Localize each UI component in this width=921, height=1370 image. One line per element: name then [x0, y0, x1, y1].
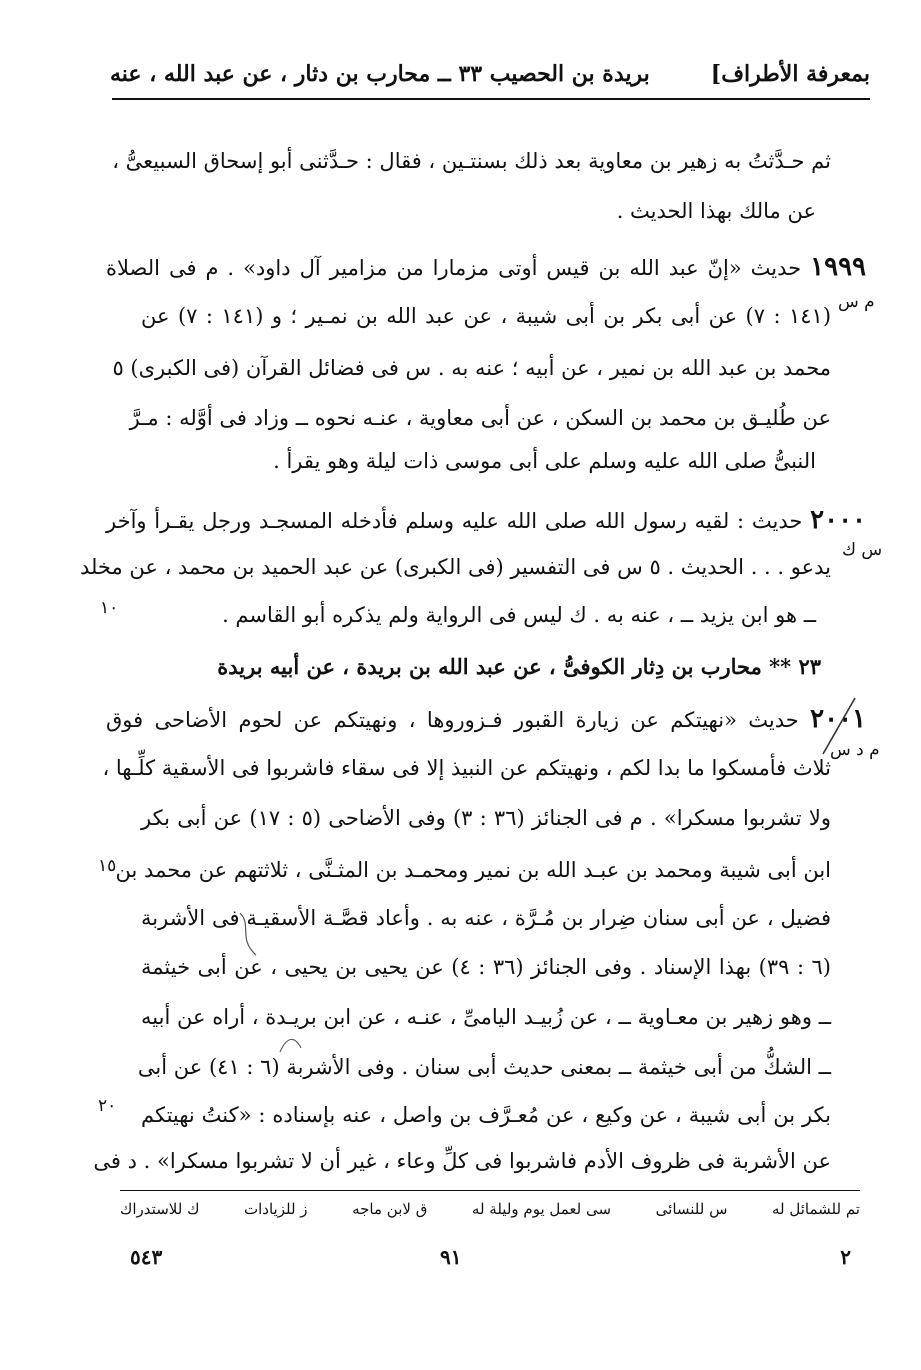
footer-rule	[120, 1190, 860, 1191]
legend-item: تم للشمائل له	[771, 1200, 860, 1218]
margin-sigla-2000: س ك	[842, 540, 883, 560]
text-line-7: النبىُّ صلى الله عليه وسلم على أبى موسى ذات ليلة وهو يقرأ .	[273, 449, 816, 473]
text-line-9: يدعو . . . الحديث . ٥ س فى التفسير (فى الكبرى) عن عبد الحميد بن محمد ، عن مخلد	[79, 555, 831, 579]
text-line-5: محمد بن عبد الله بن نمير ، عن أبيه ؛ عنه به . س فى فضائل القرآن (فى الكبرى) ٥	[112, 356, 831, 380]
handwritten-slash-mark	[815, 692, 865, 762]
handwritten-annotation-mark	[230, 905, 270, 965]
line-number-15: ١٥	[98, 856, 117, 876]
legend-item: س للنسائى	[655, 1200, 728, 1218]
text-line-14: ولا تشربوا مسكرا» . م فى الجنائز (٣٦ : ٣) وفى الأضاحى (٥ : ١٧) عن أبى بكر	[141, 806, 831, 830]
section-heading: ٢٣ ** محارب بن دِثار الكوفىُّ ، عن عبد الله بن بريدة ، عن أبيه بريدة	[217, 654, 821, 679]
legend-item: ك للاستدراك	[120, 1200, 200, 1218]
line-number-20: ٢٠	[98, 1096, 117, 1116]
text-line-18: ــ وهو زهير بن معـاوية ــ ، عن زُبيـد اليامىِّ ، عنـه ، عن ابن بريـدة ، أراه عن أبيه	[141, 1005, 831, 1029]
text-line-15: ابن أبى شيبة ومحمد بن عبـد الله بن نمير ومحمـد بن المثـنَّى ، ثلاثتهم عن محمد بن	[115, 858, 831, 882]
hadith-2001-heading	[106, 704, 866, 734]
hadith-text: حديث «إنّ عبد الله بن قيس أوتى مزمارا من مزامير آل داود» . م فى الصلاة	[106, 256, 802, 280]
text-line-2: عن مالك بهذا الحديث .	[616, 199, 816, 223]
header-right: بمعرفة الأطراف]	[710, 61, 870, 87]
text-line-13: ثلاث فأمسكوا ما بدا لكم ، ونهيتكم عن النبيذ إلا فى سقاء فاشربوا فى الأسقية كلِّـها ،	[102, 756, 831, 780]
legend-item: ز للزيادات	[244, 1200, 308, 1218]
text-line-1: ثم حـدَّثتُ به زهير بن معاوية بعد ذلك بسنتـين ، فقال : حـدَّثنى أبو إسحاق السبيعىُّ ،	[112, 149, 831, 173]
text-line-20: بكر بن أبى شيبة ، عن وكيع ، عن مُعـرَّف بن واصل ، عنه بإسناده : «كنتُ نهيتكم	[141, 1103, 831, 1127]
text-line-10: ــ هو ابن يزيد ــ ، عنه به . ك ليس فى الرواية ولم يذكره أبو القاسم .	[222, 603, 816, 627]
page-number-right: ٢	[840, 1245, 851, 1269]
line-number-10: ١٠	[100, 598, 119, 618]
text-line-17: (٦ : ٣٩) بهذا الإسناد . وفى الجنائز (٣٦ : ٤) عن يحيى بن يحيى ، عن أبى خيثمة	[141, 955, 831, 979]
text-line-19: ــ الشكُّ من أبى خيثمة ــ بمعنى حديث أبى سنان . وفى الأشربة (٦ : ٤١) عن أبى	[137, 1055, 831, 1079]
hadith-text: حديث «نهيتكم عن زيارة القبور فـزوروها ، ونهيتكم عن لحوم الأضاحى فوق	[106, 708, 799, 732]
text-line-4: (١٤١ : ٧) عن أبى بكر بن أبى شيبة ، عن عبد الله بن نمـير ؛ و (١٤١ : ٧) عن	[141, 304, 832, 328]
header-center: بريدة بن الحصيب ٣٣ ــ محارب بن دثار ، عن عبد الله ، عنه	[110, 61, 650, 87]
legend-item: سى لعمل يوم وليلة له	[471, 1200, 612, 1218]
text-line-6: عن طُليـق بن محمد بن السكن ، عن أبى معاوية ، عنـه نحوه ــ وزاد فى أوَّله : مـرَّ	[129, 406, 831, 430]
hadith-text: حديث : لقيه رسول الله صلى الله عليه وسلم فأدخله المسجـد ورجل يقـرأ وآخر	[106, 509, 803, 533]
page-number-left: ٥٤٣	[130, 1245, 163, 1269]
sigla-legend	[120, 1200, 860, 1218]
running-header	[110, 52, 870, 96]
hadith-2000-heading	[106, 505, 866, 535]
text-line-16: فضيل ، عن أبى سنان ضِرار بن مُـرَّة ، عنه به . وأعاد قصَّـة الأسقيـة فى الأشربة	[141, 906, 831, 930]
page-number-center: ٩١	[440, 1245, 462, 1269]
text-line-21: عن الأشربة فى ظروف الأدم فاشربوا فى كلِّ وعاء ، غير أن لا تشربوا مسكرا» . د فى	[93, 1149, 831, 1173]
hadith-1999-heading	[106, 252, 866, 282]
margin-sigla-2001: م د س	[830, 740, 880, 760]
hadith-number: ١٩٩٩	[810, 252, 866, 282]
handwritten-small-mark	[275, 1030, 305, 1060]
hadith-number: ٢٠٠١	[810, 704, 866, 734]
header-rule	[112, 98, 870, 100]
legend-item: ق لابن ماجه	[352, 1200, 428, 1218]
margin-sigla-1999: م س	[838, 292, 875, 312]
hadith-number: ٢٠٠٠	[810, 505, 866, 535]
